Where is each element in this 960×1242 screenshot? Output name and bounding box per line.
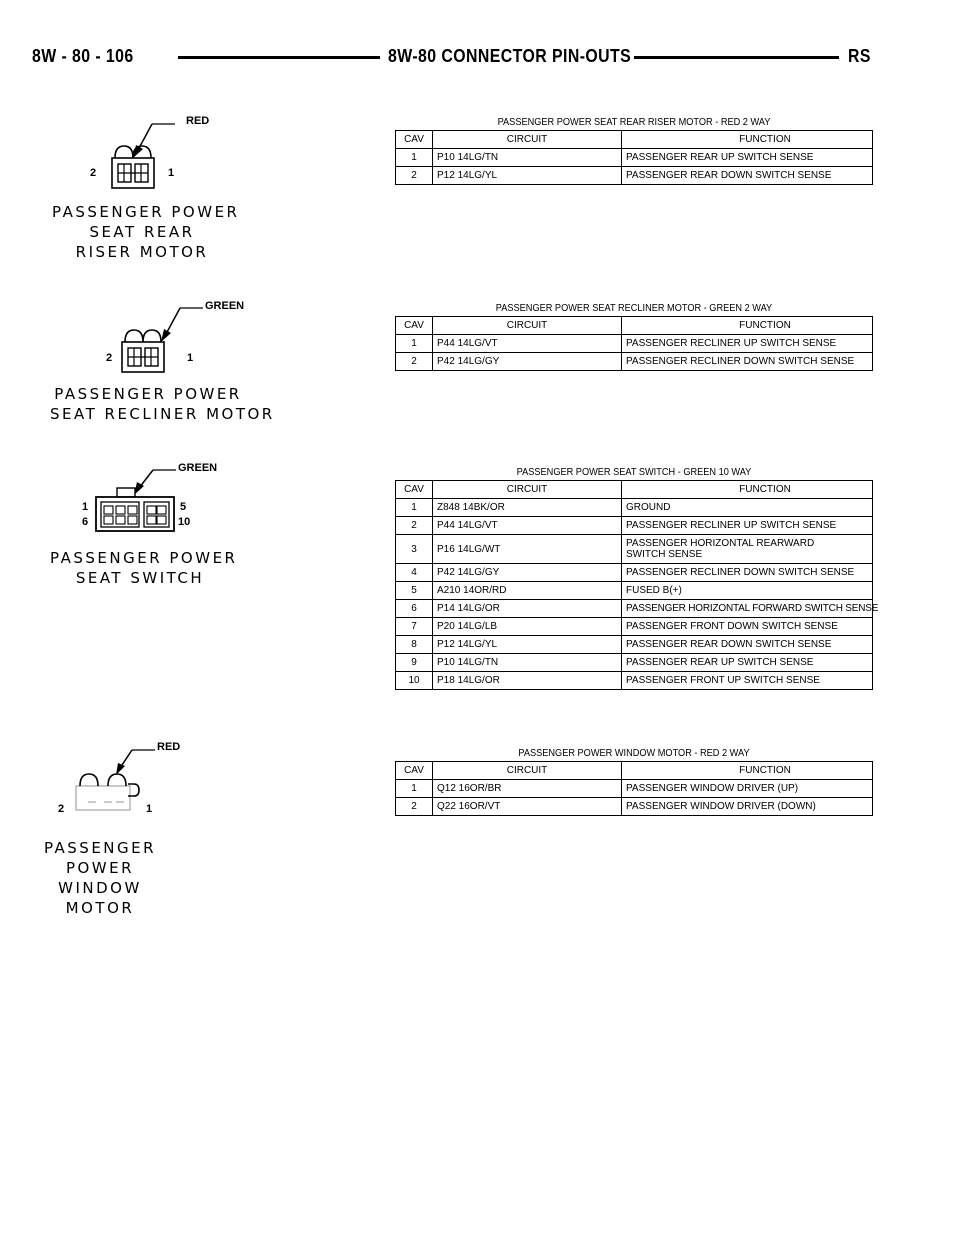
page-reference: 8W - 80 - 106 [32, 46, 134, 66]
column-header-function: FUNCTION [622, 481, 873, 499]
column-header-circuit: CIRCUIT [433, 481, 622, 499]
cell-circuit: P10 14LG/TN [433, 654, 622, 672]
connector-color-tag: GREEN [178, 462, 218, 474]
connector-diagram-rear-riser [0, 112, 330, 262]
table-header-row [396, 762, 873, 780]
table-row [396, 517, 873, 535]
connector-color-tag: GREEN [205, 300, 245, 312]
table-title: PASSENGER POWER SEAT REAR RISER MOTOR - RED 2 WAY [497, 117, 771, 128]
table-row [396, 499, 873, 517]
column-header-function: FUNCTION [622, 317, 873, 335]
header-rule-right [634, 56, 839, 59]
pin-label-5: 5 [180, 501, 187, 513]
cell-cav: 1 [396, 335, 433, 353]
cell-circuit: Z848 14BK/OR [433, 499, 622, 517]
cell-function: PASSENGER HORIZONTAL FORWARD SWITCH SENSE [622, 600, 873, 618]
cell-circuit: P10 14LG/TN [433, 149, 622, 167]
cell-function: PASSENGER RECLINER DOWN SWITCH SENSE [622, 353, 873, 371]
cell-function: PASSENGER RECLINER UP SWITCH SENSE [622, 517, 873, 535]
connector-label-line: SEAT RECLINER MOTOR [50, 405, 275, 423]
table-title: PASSENGER POWER SEAT SWITCH - GREEN 10 WAY [516, 467, 752, 478]
cell-circuit: P12 14LG/YL [433, 636, 622, 654]
pin-label-left: 2 [90, 167, 97, 179]
connector-color-tag: RED [157, 741, 181, 753]
cell-cav: 6 [396, 600, 433, 618]
table-header-row [396, 317, 873, 335]
table-row [396, 149, 873, 167]
pinout-table-window-motor [395, 747, 873, 816]
table-row [396, 672, 873, 690]
column-header-circuit: CIRCUIT [433, 131, 622, 149]
cell-function: PASSENGER RECLINER UP SWITCH SENSE [622, 335, 873, 353]
connector-2way-icon [0, 744, 240, 834]
connector-label-line: WINDOW [58, 879, 142, 897]
cell-circuit: P16 14LG/WT [433, 535, 622, 564]
connector-diagram-seat-switch [0, 462, 330, 592]
connector-10way-icon [0, 462, 240, 552]
table-header-row [396, 481, 873, 499]
connector-label [50, 548, 238, 588]
table-row [396, 335, 873, 353]
column-header-cav: CAV [396, 762, 433, 780]
column-header-circuit: CIRCUIT [433, 762, 622, 780]
table-row [396, 798, 873, 816]
cell-function: PASSENGER FRONT UP SWITCH SENSE [622, 672, 873, 690]
table-row [396, 167, 873, 185]
pin-label-right: 1 [187, 352, 194, 364]
cell-cav: 7 [396, 618, 433, 636]
cell-circuit: P44 14LG/VT [433, 517, 622, 535]
connector-label-line: RISER MOTOR [75, 243, 209, 261]
cell-function: PASSENGER REAR DOWN SWITCH SENSE [622, 167, 873, 185]
cell-circuit: P44 14LG/VT [433, 335, 622, 353]
cell-circuit: P14 14LG/OR [433, 600, 622, 618]
pinout-table-rear-riser [395, 116, 873, 185]
table-title: PASSENGER POWER WINDOW MOTOR - RED 2 WAY [518, 748, 750, 759]
cell-circuit: P20 14LG/LB [433, 618, 622, 636]
cell-cav: 1 [396, 149, 433, 167]
cell-cav: 3 [396, 535, 433, 564]
connector-label-line: PASSENGER POWER [50, 549, 238, 567]
connector-label-line: SEAT SWITCH [75, 569, 205, 587]
connector-diagram-recliner [0, 298, 330, 428]
page-title: 8W-80 CONNECTOR PIN-OUTS [388, 46, 632, 66]
cell-function: PASSENGER HORIZONTAL REARWARD SWITCH SENSE [622, 535, 873, 564]
cell-function: PASSENGER REAR DOWN SWITCH SENSE [622, 636, 873, 654]
cell-circuit: Q22 16OR/VT [433, 798, 622, 816]
cell-function: FUSED B(+) [622, 582, 873, 600]
cell-circuit: P42 14LG/GY [433, 353, 622, 371]
cell-cav: 5 [396, 582, 433, 600]
cell-function: GROUND [622, 499, 873, 517]
cell-function: PASSENGER WINDOW DRIVER (DOWN) [622, 798, 873, 816]
table-row [396, 636, 873, 654]
model-code: RS [848, 46, 871, 66]
pin-label-left: 2 [58, 803, 65, 815]
connector-diagram-window-motor [0, 741, 330, 917]
connector-label [52, 202, 240, 262]
table-row [396, 564, 873, 582]
connector-label-line: POWER [65, 859, 135, 877]
cell-function: PASSENGER FRONT DOWN SWITCH SENSE [622, 618, 873, 636]
pin-label-right: 1 [168, 167, 175, 179]
pin-label-6: 6 [82, 516, 89, 528]
cell-cav: 1 [396, 499, 433, 517]
cell-cav: 4 [396, 564, 433, 582]
connector-label-line: PASSENGER POWER [52, 203, 240, 221]
cell-cav: 1 [396, 780, 433, 798]
connector-label-line: PASSENGER POWER [54, 385, 242, 403]
cell-cav: 9 [396, 654, 433, 672]
cell-cav: 2 [396, 798, 433, 816]
pin-label-left: 2 [106, 352, 113, 364]
table-row [396, 582, 873, 600]
cell-circuit: P12 14LG/YL [433, 167, 622, 185]
table-title: PASSENGER POWER SEAT RECLINER MOTOR - GREEN 2 WAY [495, 303, 773, 314]
pinout-table-seat-switch [395, 466, 879, 690]
cell-function: PASSENGER WINDOW DRIVER (UP) [622, 780, 873, 798]
column-header-function: FUNCTION [622, 131, 873, 149]
table-header-row [396, 131, 873, 149]
cell-cav: 2 [396, 353, 433, 371]
cell-circuit: P18 14LG/OR [433, 672, 622, 690]
cell-function: PASSENGER RECLINER DOWN SWITCH SENSE [622, 564, 873, 582]
table-row [396, 780, 873, 798]
column-header-circuit: CIRCUIT [433, 317, 622, 335]
table-row [396, 618, 873, 636]
pin-label-right: 1 [146, 803, 153, 815]
cell-function: PASSENGER REAR UP SWITCH SENSE [622, 149, 873, 167]
cell-cav: 2 [396, 167, 433, 185]
column-header-function: FUNCTION [622, 762, 873, 780]
pinout-table-recliner [395, 302, 873, 371]
header-rule-left [178, 56, 380, 59]
pin-label-10: 10 [178, 516, 191, 528]
table-row [396, 600, 873, 618]
cell-circuit: P42 14LG/GY [433, 564, 622, 582]
connector-label [50, 384, 275, 424]
cell-cav: 10 [396, 672, 433, 690]
connector-2way-icon [0, 298, 240, 388]
pin-label-1: 1 [82, 501, 89, 513]
cell-cav: 2 [396, 517, 433, 535]
connector-label-line: SEAT REAR [89, 223, 195, 241]
column-header-cav: CAV [396, 317, 433, 335]
cell-circuit: Q12 16OR/BR [433, 780, 622, 798]
column-header-cav: CAV [396, 131, 433, 149]
table-row [396, 654, 873, 672]
cell-function: PASSENGER REAR UP SWITCH SENSE [622, 654, 873, 672]
connector-label-line: PASSENGER [43, 839, 157, 857]
cell-circuit: A210 14OR/RD [433, 582, 622, 600]
table-row [396, 535, 873, 564]
cell-cav: 8 [396, 636, 433, 654]
connector-label [20, 838, 180, 918]
connector-color-tag: RED [186, 115, 210, 127]
column-header-cav: CAV [396, 481, 433, 499]
connector-label-line: MOTOR [65, 899, 135, 917]
table-row [396, 353, 873, 371]
